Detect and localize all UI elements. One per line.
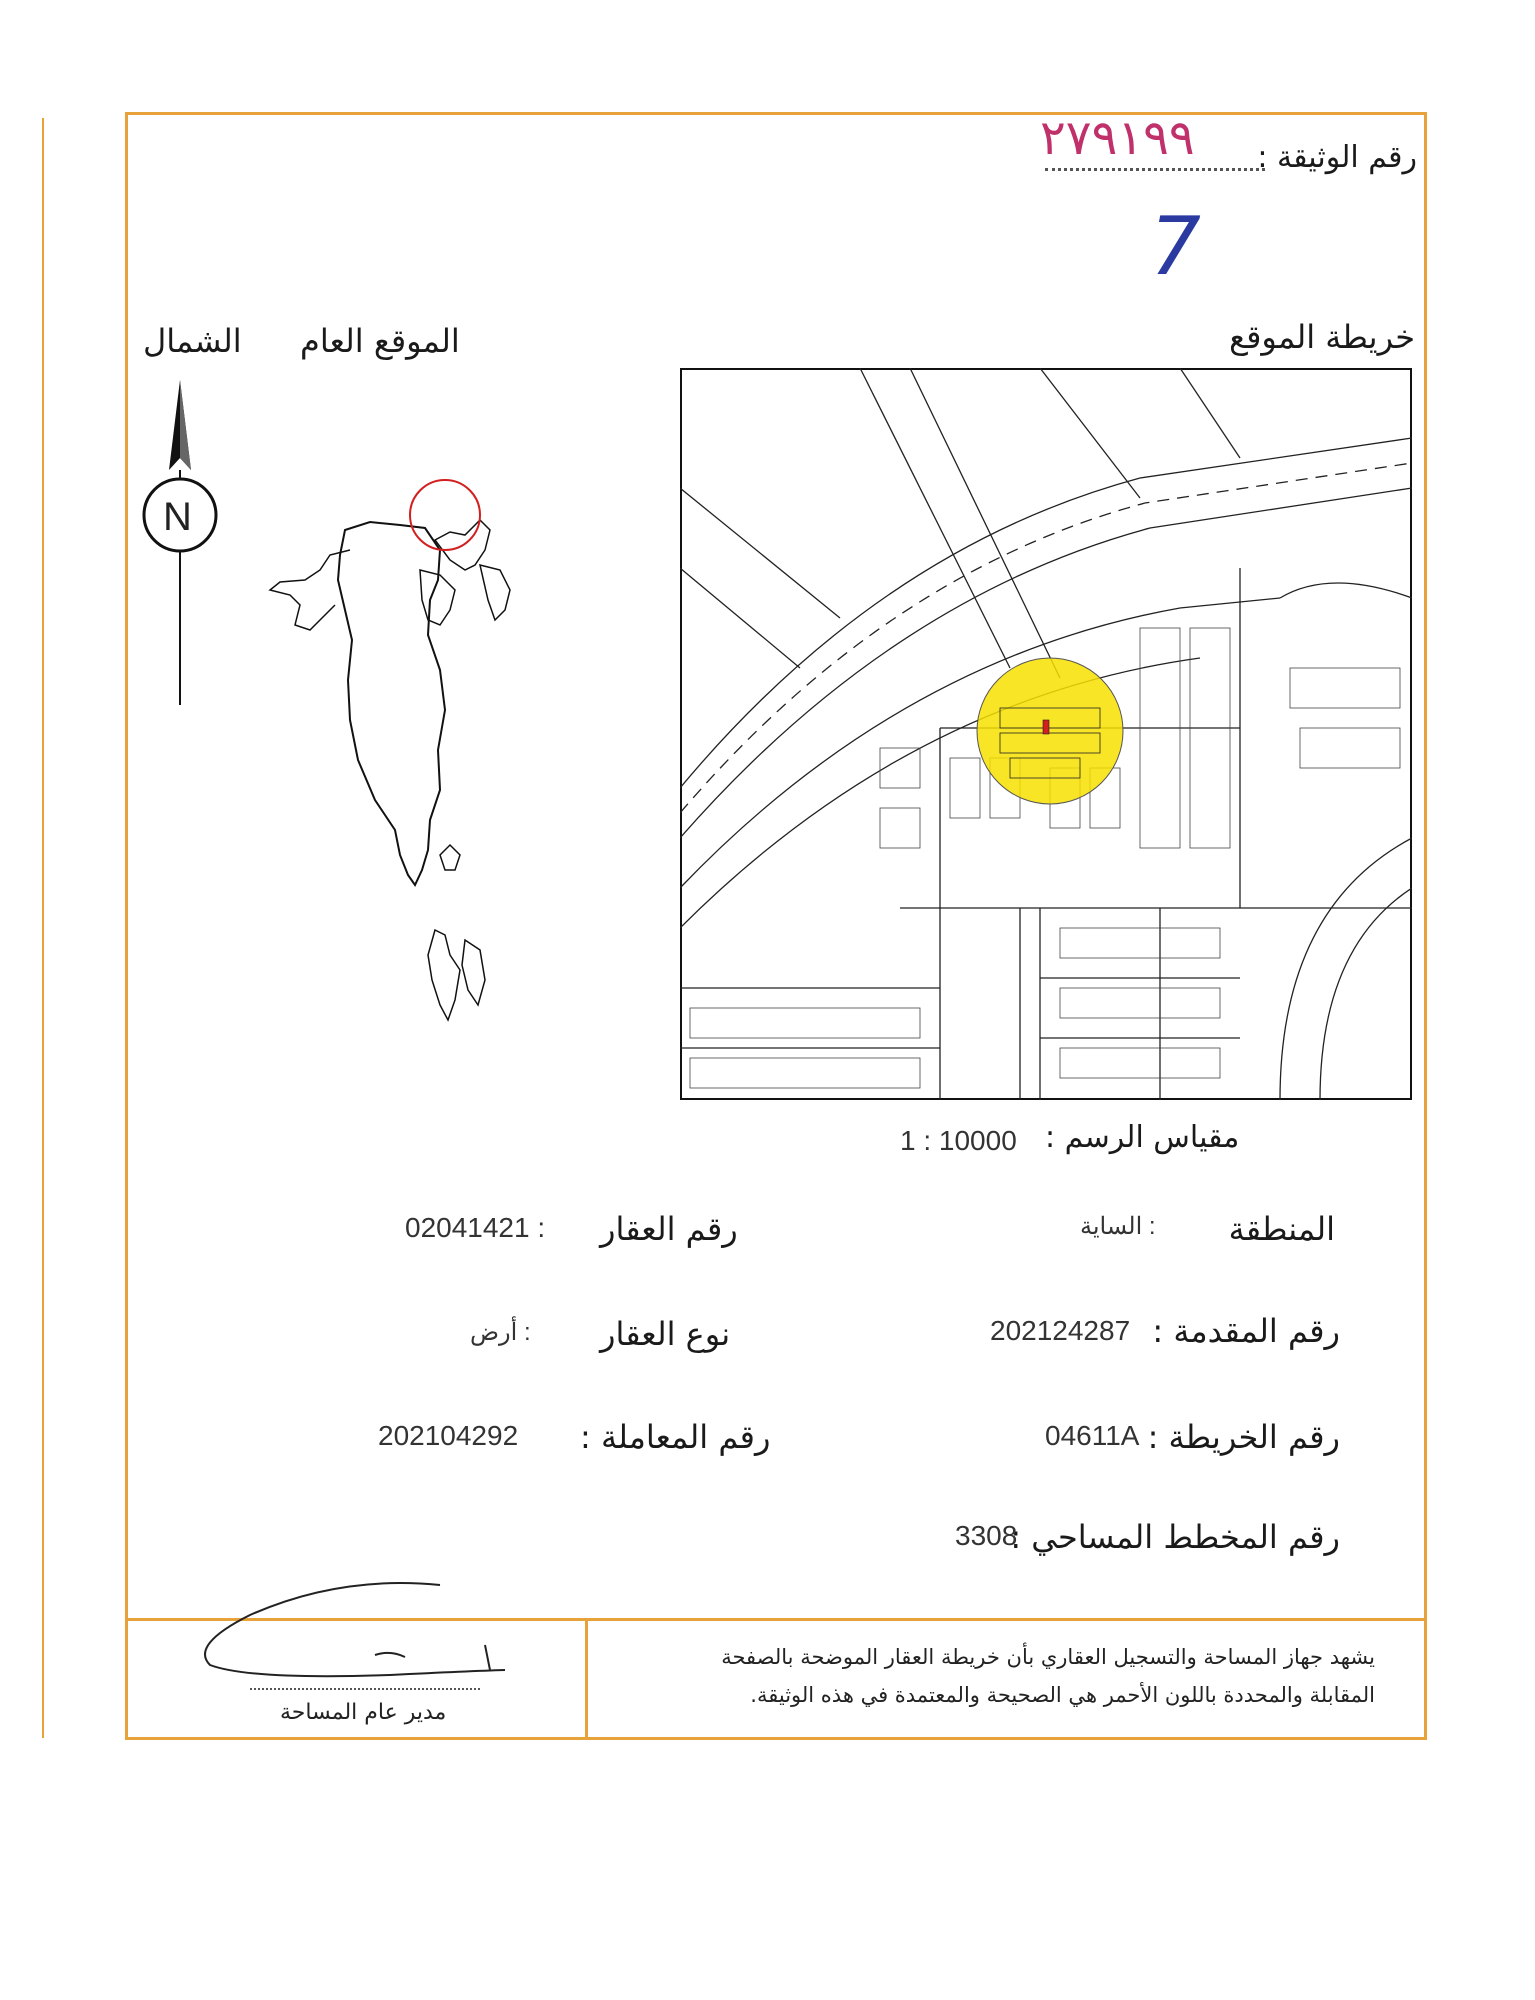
transaction-number-value: 202104292 bbox=[378, 1420, 519, 1451]
signatory-title: مدير عام المساحة bbox=[280, 1700, 447, 1725]
location-map-title: خريطة الموقع bbox=[1229, 318, 1415, 356]
handwritten-mark: 7 bbox=[1150, 200, 1201, 293]
property-type-label: نوع العقار bbox=[600, 1315, 731, 1353]
scale-value: 1 : 10000 bbox=[900, 1125, 1017, 1156]
application-number-value: 202124287 bbox=[990, 1315, 1131, 1346]
property-number-label: رقم العقار bbox=[600, 1210, 738, 1248]
survey-plan-value: 3308 bbox=[955, 1520, 1018, 1551]
scale-label: مقياس الرسم : bbox=[1045, 1120, 1240, 1155]
doc-number-label: رقم الوثيقة : bbox=[1257, 140, 1417, 175]
general-location-map bbox=[250, 460, 610, 1050]
transaction-number-label: رقم المعاملة : bbox=[580, 1418, 771, 1456]
property-number-value: : 02041421 bbox=[405, 1212, 546, 1243]
area-label: المنطقة bbox=[1228, 1210, 1335, 1248]
doc-number-dots bbox=[1045, 168, 1265, 171]
north-arrow-icon bbox=[135, 370, 225, 710]
map-number-value: 04611A bbox=[1045, 1420, 1140, 1451]
map-number-label: رقم الخريطة : bbox=[1147, 1418, 1340, 1456]
area-value: : الساية bbox=[1080, 1213, 1156, 1240]
scan-edge-line bbox=[0, 118, 44, 1738]
north-letter: N bbox=[163, 495, 192, 539]
property-type-value: : أرض bbox=[470, 1319, 531, 1346]
general-location-title: الموقع العام bbox=[300, 322, 460, 360]
footer-vertical-divider bbox=[585, 1618, 588, 1740]
doc-number-handwritten: ٢٧٩١٩٩ bbox=[1040, 110, 1195, 166]
site-map bbox=[680, 368, 1412, 1100]
survey-plan-label: رقم المخطط المساحي : bbox=[1010, 1518, 1340, 1556]
certification-line-1: يشهد جهاز المساحة والتسجيل العقاري بأن خريطة العقار الموضحة بالصفحة bbox=[721, 1645, 1375, 1669]
north-title: الشمال bbox=[143, 322, 242, 360]
application-number-label: رقم المقدمة : bbox=[1152, 1312, 1340, 1350]
signature bbox=[190, 1575, 520, 1695]
signature-dots bbox=[250, 1688, 480, 1690]
certification-line-2: المقابلة والمحددة باللون الأحمر هي الصحيحة والمعتمدة في هذه الوثيقة. bbox=[750, 1683, 1375, 1707]
